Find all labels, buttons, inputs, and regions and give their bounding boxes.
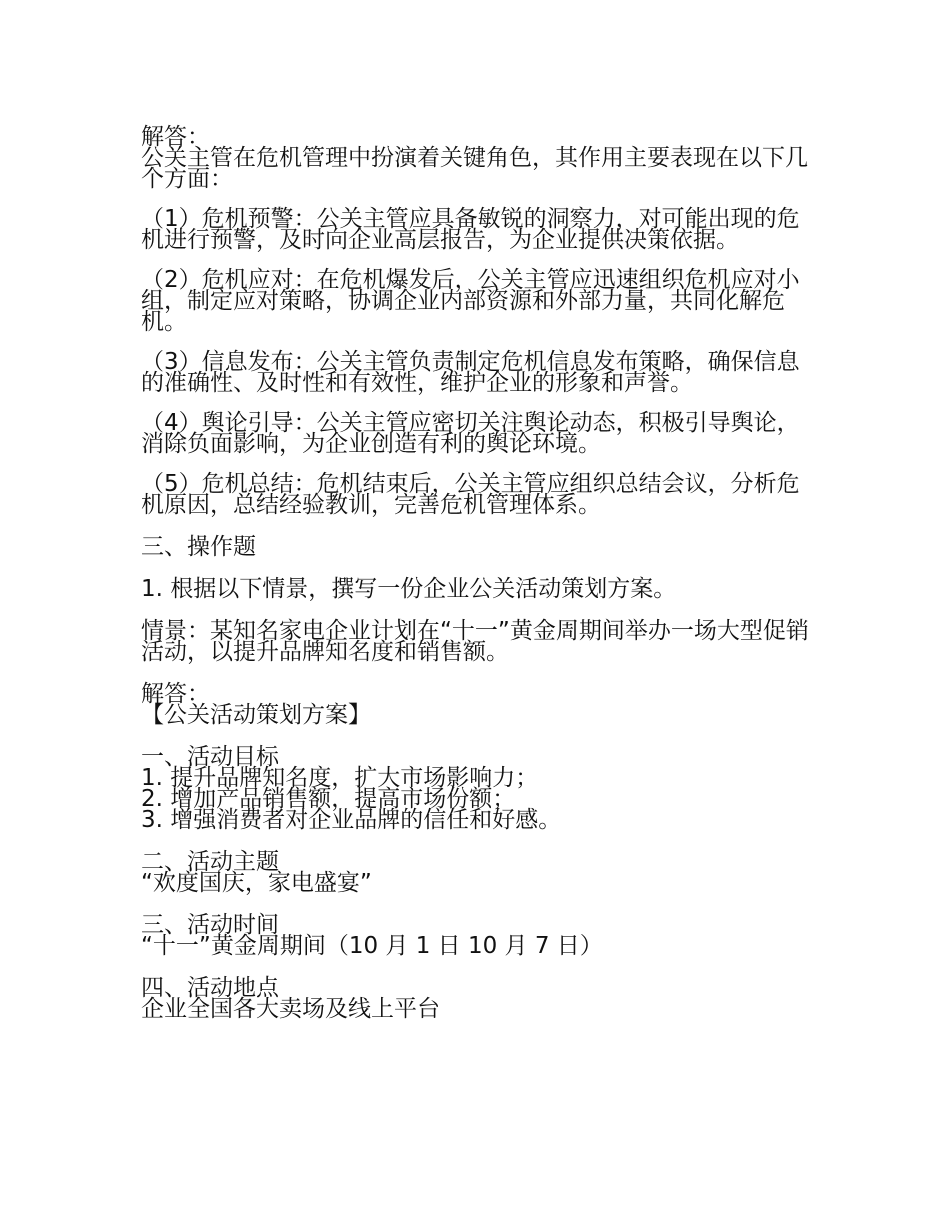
point-5: （5）危机总结：危机结束后，公关主管应组织总结会议，分析危机原因，总结经验教训，完善危机管理体系。	[141, 471, 800, 518]
answer-intro: 公关主管在危机管理中扮演着关键角色，其作用主要表现在以下几个方面：	[141, 145, 808, 192]
theme-text: “欢度国庆，家电盛宴”	[141, 870, 372, 896]
point-2: （2）危机应对：在危机爆发后，公关主管应迅速组织危机应对小组，制定应对策略，协调企业内部资源和外部力量，共同化解危机。	[141, 267, 800, 335]
goal-2: 2. 增加产品销售额，提高市场份额；	[141, 786, 516, 812]
section-title: 三、操作题	[141, 534, 256, 560]
place-title: 四、活动地点	[141, 975, 279, 1001]
scenario: 情景：某知名家电企业计划在“十一”黄金周期间举办一场大型促销活动，以提升品牌知名度和销售额。	[141, 618, 809, 665]
goal-title: 一、活动目标	[141, 744, 279, 770]
time-text: “十一”黄金周期间（10 月 1 日 10 月 7 日）	[141, 933, 603, 959]
place-text: 企业全国各大卖场及线上平台	[141, 996, 440, 1022]
time-title: 三、活动时间	[141, 912, 279, 938]
question-1: 1. 根据以下情景，撰写一份企业公关活动策划方案。	[141, 576, 677, 602]
point-1: （1）危机预警：公关主管应具备敏锐的洞察力，对可能出现的危机进行预警，及时向企业高层报告，为企业提供决策依据。	[141, 206, 800, 253]
plan-title: 【公关活动策划方案】	[141, 702, 371, 728]
answer-label-2: 解答：	[141, 681, 210, 707]
point-4: （4）舆论引导：公关主管应密切关注舆论动态，积极引导舆论，消除负面影响，为企业创造有利的舆论环境。	[141, 410, 800, 457]
goal-1: 1. 提升品牌知名度，扩大市场影响力；	[141, 765, 539, 791]
answer-label: 解答：	[141, 124, 210, 150]
point-3: （3）信息发布：公关主管负责制定危机信息发布策略，确保信息的准确性、及时性和有效性，维护企业的形象和声誉。	[141, 349, 800, 396]
goal-3: 3. 增强消费者对企业品牌的信任和好感。	[141, 807, 562, 833]
theme-title: 二、活动主题	[141, 849, 279, 875]
document-content	[141, 124, 816, 1022]
